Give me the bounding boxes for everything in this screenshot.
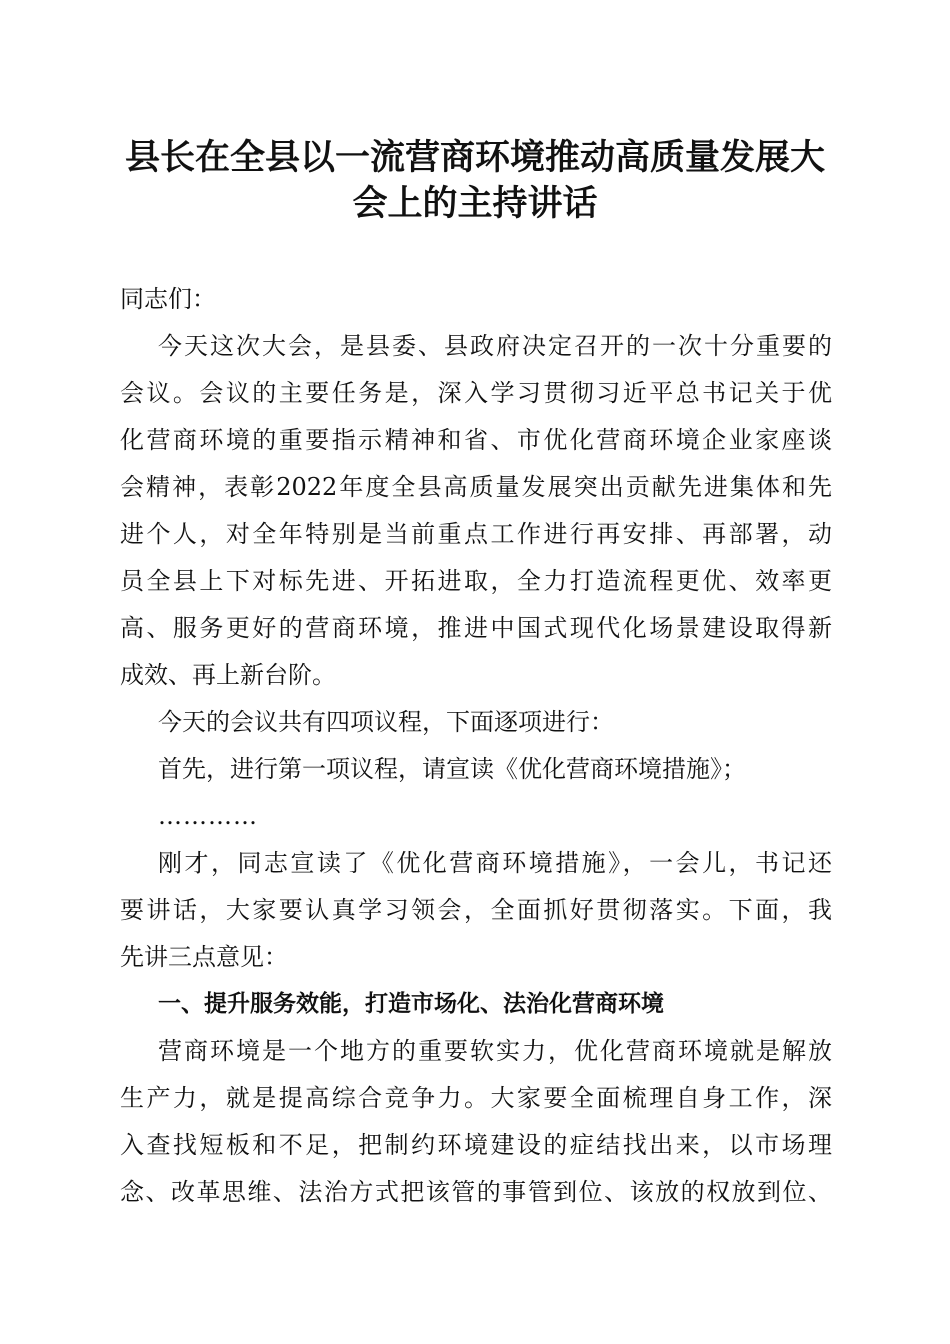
paragraph-line: 先讲三点意见：: [120, 943, 288, 971]
paragraph-line: 高、服务更好的营商环境，推进中国式现代化场景建设取得新: [120, 614, 832, 642]
paragraph-line: 化营商环境的重要指示精神和省、市优化营商环境企业家座谈: [120, 426, 832, 454]
title-line: 会上的主持讲话: [352, 183, 598, 224]
agenda-intro: 今天的会议共有四项议程，下面逐项进行：: [158, 708, 614, 736]
ellipsis: …………: [158, 802, 258, 830]
paragraph-line: 成效、再上新台阶。: [120, 661, 336, 689]
title-line: 县长在全县以一流营商环境推动高质量发展大: [124, 137, 825, 178]
paragraph-line: 员全县上下对标先进、开拓进取，全力打造流程更优、效率更: [120, 567, 832, 595]
paragraph-line: 刚才，同志宣读了《优化营商环境措施》，一会儿，书记还: [158, 849, 832, 877]
section-heading: 一、提升服务效能，打造市场化、法治化营商环境: [158, 991, 664, 1017]
paragraph-line: 要讲话，大家要认真学习领会，全面抓好贯彻落实。下面，我: [120, 896, 832, 924]
greeting: 同志们：: [120, 285, 216, 313]
paragraph-line: 生产力，就是提高综合竞争力。大家要全面梳理自身工作，深: [120, 1084, 832, 1112]
agenda-first-item: 首先，进行第一项议程，请宣读《优化营商环境措施》；: [158, 755, 746, 783]
document-body: [120, 276, 832, 1216]
paragraph-line: 入查找短板和不足，把制约环境建设的症结找出来，以市场理: [120, 1131, 832, 1159]
paragraph-line: 今天这次大会，是县委、县政府决定召开的一次十分重要的: [158, 332, 832, 360]
paragraph-line: 进个人，对全年特别是当前重点工作进行再安排、再部署，动: [120, 520, 832, 548]
paragraph-line: 念、改革思维、法治方式把该管的事管到位、该放的权放到位、: [120, 1178, 832, 1206]
paragraph-line: 会精神，表彰2022年度全县高质量发展突出贡献先进集体和先: [120, 473, 832, 501]
document-title: [100, 135, 850, 227]
paragraph-line: 会议。会议的主要任务是，深入学习贯彻习近平总书记关于优: [120, 379, 832, 407]
paragraph-line: 营商环境是一个地方的重要软实力，优化营商环境就是解放: [158, 1037, 832, 1065]
